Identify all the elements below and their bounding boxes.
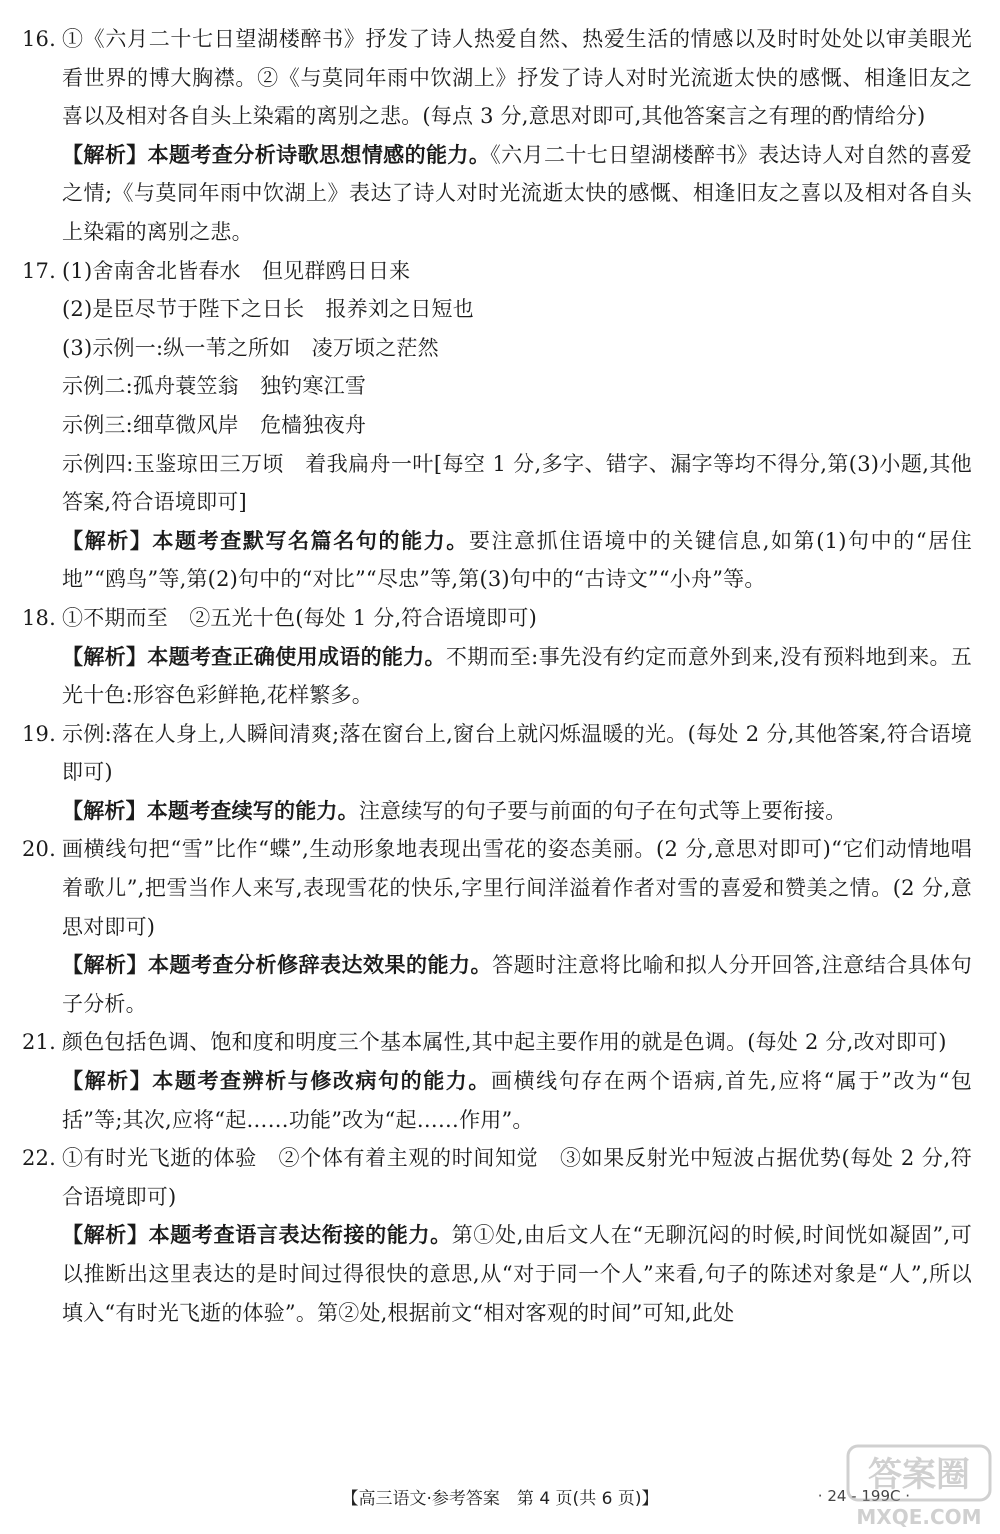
question-number: 17. (22, 258, 56, 283)
page-footer: 【高三语文·参考答案 第 4 页(共 6 页)】 (341, 1489, 659, 1509)
analysis-tag: 【解析】本题考查默写名篇名句的能力。 (62, 528, 469, 553)
question-19-answer (22, 715, 972, 792)
answer-line: 示例四:玉鉴琼田三万顷 着我扁舟一叶[每空 1 分,多字、错字、漏字等均不得分,第(3)小题,其他答案,符合语境即可] (62, 451, 972, 515)
question-21-analysis (22, 1062, 972, 1139)
answer-text: ①不期而至 ②五光十色(每处 1 分,符合语境即可) (62, 605, 537, 630)
analysis-text: 答题时注意将比喻和拟人分开回答,注意结合具体句子分析。 (62, 953, 972, 1016)
answer-line: (1)舍南舍北皆春水 但见群鸥日日来 (62, 258, 411, 283)
answer-text: 颜色包括色调、饱和度和明度三个基本属性,其中起主要作用的就是色调。(每处 2 分,改对即可) (62, 1030, 947, 1055)
analysis-tag: 【解析】本题考查分析诗歌思想情感的能力。 (62, 142, 491, 167)
analysis-tag: 【解析】本题考查辨析与修改病句的能力。 (62, 1069, 491, 1094)
watermark-site: MXQE.COM (856, 1505, 982, 1529)
analysis-tag: 【解析】本题考查分析修辞表达效果的能力。 (62, 953, 493, 978)
question-20-analysis (22, 946, 972, 1023)
question-17-answer (22, 252, 972, 291)
question-20-answer (22, 830, 972, 946)
question-18-answer (22, 599, 972, 638)
analysis-text: 画横线句存在两个语病,首先,应将“属于”改为“包括”等;其次,应将“起……功能”改为“起……作用”。 (62, 1069, 972, 1132)
question-22-answer (22, 1139, 972, 1216)
answer-text: 画横线句把“雪”比作“蝶”,生动形象地表现出雪花的姿态美丽。(2 分,意思对即可)“它们动情地唱着歌儿”,把雪当作人来写,表现雪花的快乐,字里行间洋溢着作者对雪的喜爱和赞美之情。(2 分,意思对即可) (62, 837, 972, 939)
question-17-analysis (22, 522, 972, 599)
question-21-answer (22, 1023, 972, 1062)
analysis-text: 不期而至:事先没有约定而意外到来,没有预料地到来。五光十色:形容色彩鲜艳,花样繁多。 (62, 644, 972, 708)
analysis-tag: 【解析】本题考查语言表达衔接的能力。 (62, 1223, 452, 1248)
watermark-text: 答案圈 (868, 1455, 970, 1495)
question-number: 18. (22, 605, 56, 630)
analysis-text: 第①处,由后文人在“无聊沉闷的时候,时间恍如凝固”,可以推断出这里表达的是时间过得很快的意思,从“对于同一个人”来看,句子的陈述对象是“人”,所以填入“有时光飞逝的体验”。第②处,根据前文“相对客观的时间”可知,此处 (62, 1223, 972, 1325)
question-number: 16. (22, 27, 56, 51)
question-number: 22. (22, 1146, 56, 1171)
analysis-tag: 【解析】本题考查续写的能力。 (62, 798, 359, 823)
question-number: 20. (22, 837, 56, 862)
question-22-analysis (22, 1216, 972, 1332)
question-19-analysis (22, 792, 972, 831)
question-number: 19. (22, 721, 56, 746)
answer-text: ①《六月二十七日望湖楼醉书》抒发了诗人热爱自然、热爱生活的情感以及时时处处以审美眼光看世界的博大胸襟。②《与莫同年雨中饮湖上》抒发了诗人对时光流逝太快的感慨、相逢旧友之喜以及相对各自头上染霜的离别之悲。(每点 3 分,意思对即可,其他答案言之有理的酌情给分) (62, 27, 972, 129)
question-16-analysis (22, 136, 972, 252)
question-number: 21. (22, 1030, 56, 1055)
analysis-text: 《六月二十七日望湖楼醉书》表达诗人对自然的喜爱之情;《与莫同年雨中饮湖上》表达了诗人对时光流逝太快的感慨、相逢旧友之喜以及相对各自头上染霜的离别之悲。 (62, 142, 972, 244)
page-code: · 24 - 199C · (817, 1487, 910, 1505)
answer-text: 示例:落在人身上,人瞬间清爽;落在窗台上,窗台上就闪烁温暖的光。(每处 2 分,其他答案,符合语境即可) (62, 721, 972, 785)
answer-text: ①有时光飞逝的体验 ②个体有着主观的时间知觉 ③如果反射光中短波占据优势(每处 2 分,符合语境即可) (62, 1146, 972, 1209)
answer-line: 示例二:孤舟蓑笠翁 独钓寒江雪 (62, 374, 367, 399)
answer-line: (2)是臣尽节于陛下之日长 报养刘之日短也 (62, 297, 474, 322)
analysis-text: 要注意抓住语境中的关键信息,如第(1)句中的“居住地”“鸥鸟”等,第(2)句中的“对比”“尽忠”等,第(3)句中的“古诗文”“小舟”等。 (62, 528, 972, 592)
analysis-text: 注意续写的句子要与前面的句子在句式等上要衔接。 (358, 798, 847, 823)
question-18-analysis (22, 638, 972, 715)
watermark-logo (844, 1440, 994, 1530)
answer-line: 示例三:细草微风岸 危樯独夜舟 (62, 412, 367, 437)
analysis-tag: 【解析】本题考查正确使用成语的能力。 (62, 644, 446, 669)
question-16-answer (22, 20, 972, 136)
answer-line: (3)示例一:纵一苇之所如 凌万顷之茫然 (62, 335, 439, 360)
